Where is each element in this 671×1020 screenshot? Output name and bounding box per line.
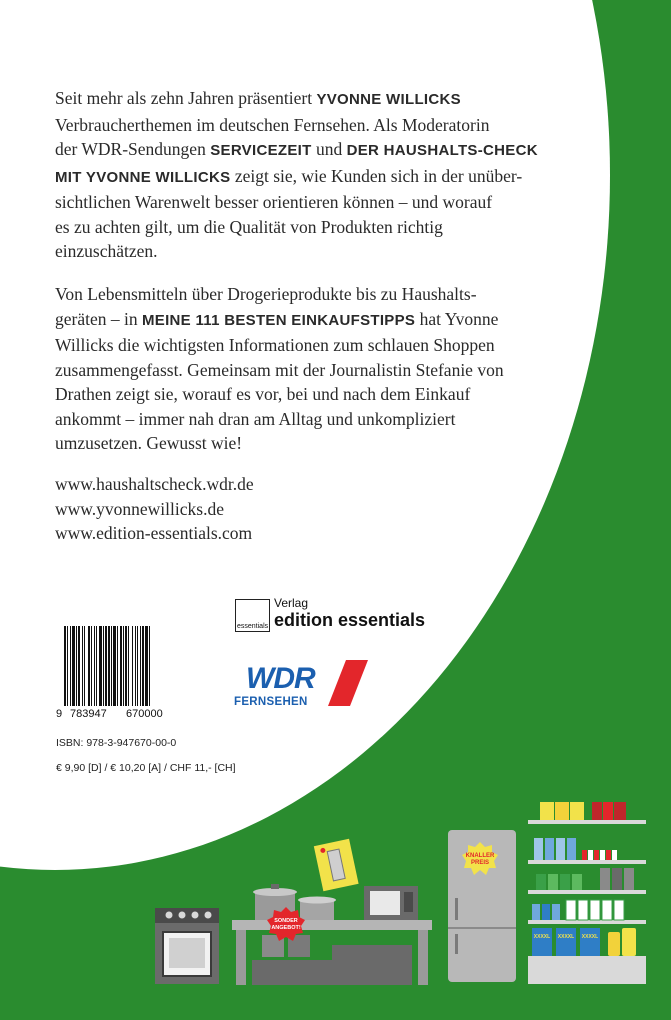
barcode-digit-group-2: 670000 bbox=[126, 708, 163, 720]
barcode-digit-group-1: 783947 bbox=[70, 708, 107, 720]
description-paragraph-2 bbox=[55, 282, 565, 456]
paragraph-1-line bbox=[55, 190, 565, 215]
stove-illustration bbox=[155, 908, 219, 984]
paragraph-1-emphasis: SERVICEZEIT bbox=[210, 142, 312, 159]
paragraph-2-text: Willicks die wichtigsten Informationen zum schlauen Shoppen bbox=[55, 335, 495, 355]
paragraph-2-line bbox=[55, 358, 565, 383]
barcode-bar bbox=[108, 626, 110, 706]
publisher-name: edition essentials bbox=[274, 610, 426, 630]
paragraph-2-line bbox=[55, 382, 565, 407]
publisher-logo bbox=[232, 596, 442, 636]
paragraph-1-emphasis: MIT YVONNE WILLICKS bbox=[55, 168, 231, 186]
svg-text:XXXXL: XXXXL bbox=[533, 934, 551, 940]
barcode-bar bbox=[84, 626, 85, 706]
paragraph-1-emphasis: YVONNE WILLICKS bbox=[316, 91, 461, 108]
wdr-logo-letters: WDR bbox=[246, 662, 315, 695]
url-edition-essentials[interactable]: www.edition-essentials.com bbox=[55, 523, 253, 543]
paragraph-2-line bbox=[55, 307, 565, 334]
description-paragraph-1 bbox=[55, 86, 565, 264]
barcode-bar bbox=[145, 626, 148, 706]
paragraph-2-text: Drathen zeigt sie, worauf es vor, bei und nach dem Einkauf bbox=[55, 384, 471, 404]
barcode-bar bbox=[88, 626, 90, 706]
barcode-digits bbox=[56, 708, 196, 720]
barcode-bar bbox=[70, 626, 71, 706]
isbn-text: ISBN: 978-3-947670-00-0 bbox=[56, 737, 177, 749]
barcode-bar bbox=[82, 626, 83, 706]
barcode-bar bbox=[99, 626, 102, 706]
paragraph-1-text: und bbox=[311, 139, 347, 159]
counter-illustration bbox=[232, 920, 432, 985]
barcode-bar bbox=[72, 626, 75, 706]
barcode-bar bbox=[140, 626, 141, 706]
barcode-bar bbox=[113, 626, 116, 706]
svg-text:SONDER: SONDER bbox=[274, 918, 298, 924]
paragraph-1-text: zeigt sie, wie Kunden sich in der unüber- bbox=[230, 165, 523, 186]
paragraph-1-text: es zu achten gilt, um die Qualität von Produkten richtig bbox=[55, 216, 443, 237]
paragraph-1-line bbox=[55, 239, 565, 264]
paragraph-1-line bbox=[55, 86, 565, 113]
barcode-digit-first: 9 bbox=[56, 708, 63, 720]
paragraph-1-text: der WDR-Sendungen bbox=[55, 139, 211, 159]
barcode-bar bbox=[125, 626, 127, 706]
barcode-bar bbox=[137, 626, 138, 706]
barcode-bar bbox=[128, 626, 129, 706]
paragraph-2-line bbox=[55, 333, 565, 358]
microwave-illustration bbox=[364, 886, 418, 920]
grater-card-illustration bbox=[314, 839, 359, 891]
barcode-bar bbox=[123, 626, 124, 706]
url-haushaltscheck[interactable]: www.haushaltscheck.wdr.de bbox=[55, 474, 254, 494]
barcode-bar bbox=[91, 626, 92, 706]
barcode-bar bbox=[94, 626, 95, 706]
svg-text:KNALLER: KNALLER bbox=[465, 853, 495, 859]
barcode bbox=[64, 626, 180, 706]
wdr-logo-subtitle: FERNSEHEN bbox=[234, 696, 308, 708]
publisher-verlag-label: Verlag bbox=[274, 596, 309, 610]
barcode-bar bbox=[111, 626, 112, 706]
url-yvonnewillicks[interactable]: www.yvonnewillicks.de bbox=[55, 498, 224, 519]
barcode-bar bbox=[149, 626, 150, 706]
barcode-bar bbox=[142, 626, 144, 706]
barcode-bar bbox=[132, 626, 133, 706]
barcode-bar bbox=[117, 626, 118, 706]
barcode-bar bbox=[96, 626, 97, 706]
paragraph-2-line bbox=[55, 407, 565, 432]
shelf-illustration bbox=[528, 802, 646, 984]
paragraph-2-line bbox=[55, 431, 565, 456]
paragraph-2-text: hat Yvonne bbox=[415, 308, 499, 329]
paragraph-1-line bbox=[55, 137, 565, 164]
publisher-box-label: essentials bbox=[237, 623, 269, 630]
paragraph-2-text: geräten – in bbox=[55, 308, 142, 329]
price-text: € 9,90 [D] / € 10,20 [A] / CHF 11,- [CH] bbox=[56, 762, 236, 774]
wdr-red-slash-icon bbox=[328, 660, 368, 706]
paragraph-1-line bbox=[55, 215, 565, 240]
paragraph-1-text: Verbraucherthemen im deutschen Fernsehen. Als Moderatorin bbox=[55, 114, 490, 135]
barcode-bar bbox=[78, 626, 80, 706]
wdr-fernsehen-logo bbox=[232, 658, 372, 714]
paragraph-2-text: zusammengefasst. Gemeinsam mit der Journalistin Stefanie von bbox=[55, 359, 504, 380]
paragraph-1-text: Seit mehr als zehn Jahren präsentiert bbox=[55, 88, 317, 108]
svg-text:ANGEBOT!: ANGEBOT! bbox=[271, 925, 301, 931]
paragraph-2-text: umzusetzen. Gewusst wie! bbox=[55, 433, 243, 453]
barcode-bar bbox=[76, 626, 77, 706]
barcode-bar bbox=[103, 626, 104, 706]
paragraph-1-text: einzuschätzen. bbox=[55, 241, 158, 261]
paragraph-2-text: ankommt – immer nah dran am Alltag und unkompliziert bbox=[55, 408, 456, 429]
svg-text:XXXXL: XXXXL bbox=[557, 934, 575, 940]
url-list bbox=[55, 472, 565, 546]
paragraph-2-emphasis: MEINE 111 BESTEN EINKAUFSTIPPS bbox=[141, 311, 416, 329]
paragraph-1-line bbox=[55, 113, 565, 138]
barcode-bar bbox=[105, 626, 107, 706]
paragraph-1-line bbox=[55, 164, 565, 191]
shopping-illustration bbox=[0, 780, 671, 1020]
svg-text:PREIS: PREIS bbox=[470, 860, 490, 866]
paragraph-1-emphasis: DER HAUSHALTS-CHECK bbox=[346, 142, 538, 159]
barcode-bar bbox=[67, 626, 68, 706]
barcode-bar bbox=[135, 626, 136, 706]
barcode-bar bbox=[64, 626, 66, 706]
paragraph-2-text: Von Lebensmitteln über Drogerieprodukte bis zu Haushalts- bbox=[55, 284, 477, 304]
barcode-bar bbox=[120, 626, 122, 706]
paragraph-1-text: sichtlichen Warenwelt besser orientieren können – und worauf bbox=[55, 192, 493, 212]
svg-text:XXXXL: XXXXL bbox=[581, 934, 599, 940]
paragraph-2-line bbox=[55, 282, 565, 307]
publisher-logo-box bbox=[235, 599, 270, 632]
